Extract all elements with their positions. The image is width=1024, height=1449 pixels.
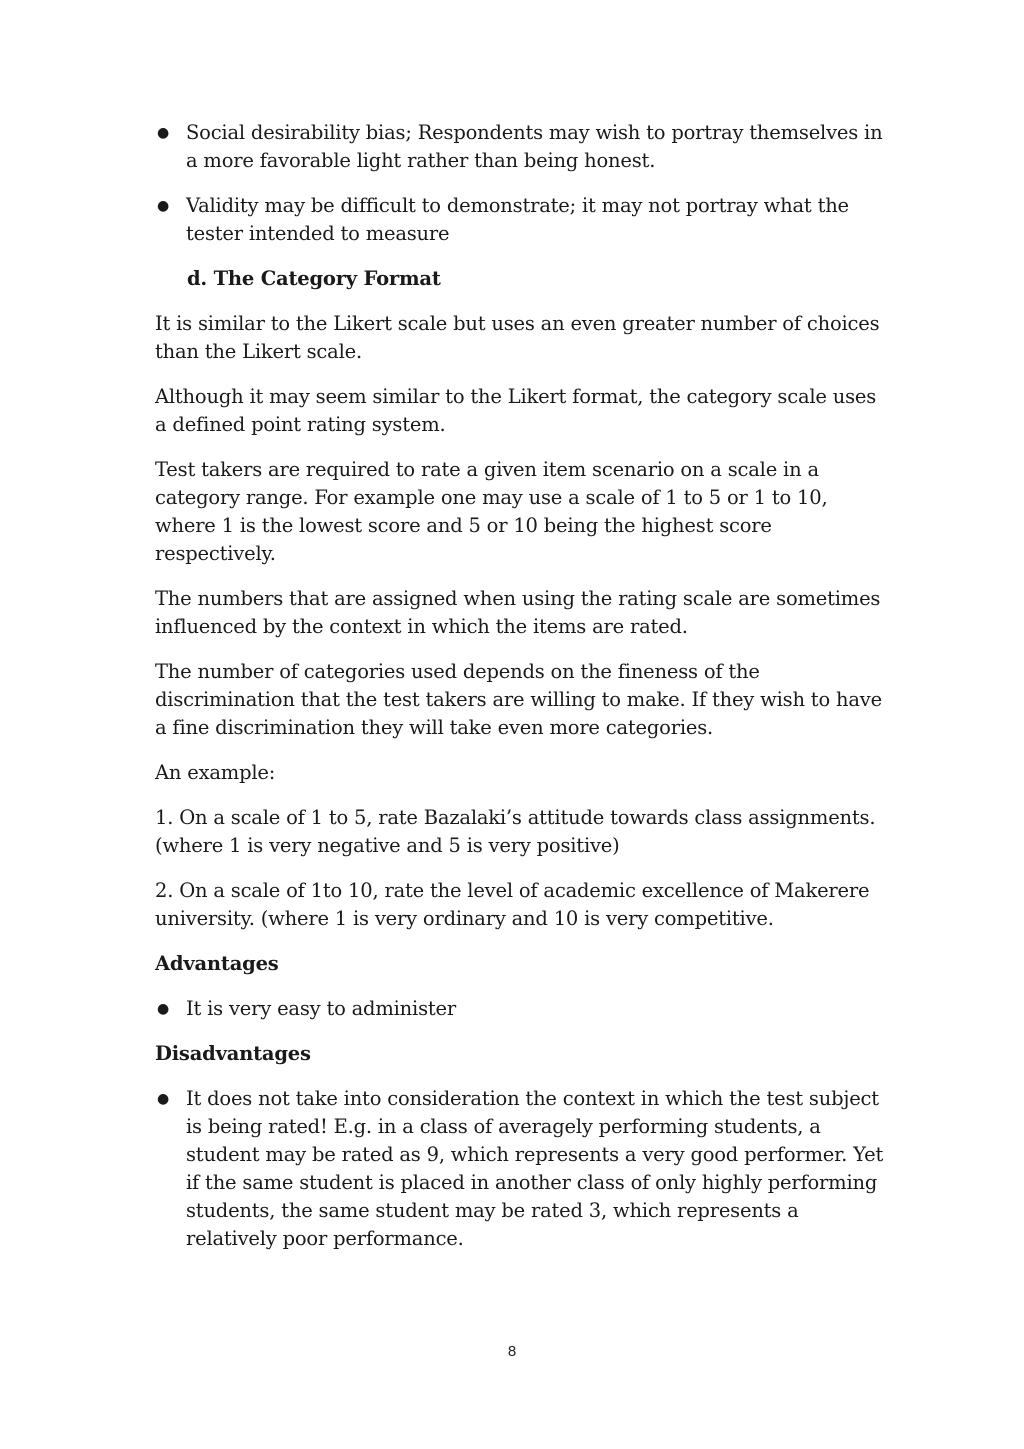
section-heading: d. The Category Format <box>187 267 441 290</box>
list-item <box>155 119 890 175</box>
paragraph: Although it may seem similar to the Likert format, the category scale uses a defined point rating system. <box>155 385 877 436</box>
list-item <box>155 1085 890 1253</box>
bullet-list-top <box>155 119 890 248</box>
bullet-icon: ● <box>157 1001 170 1017</box>
disadvantages-list <box>155 1085 890 1253</box>
paragraph: Test takers are required to rate a given item scenario on a scale in a category range. For example one may use a scale of 1 to 5 or 1 to 10, where 1 is the lowest score and 5 or 10 being the highest score respectively. <box>155 458 828 565</box>
paragraph: An example: <box>155 761 276 784</box>
bullet-icon: ● <box>157 198 170 214</box>
advantages-list <box>155 995 890 1023</box>
bullet-icon: ● <box>157 125 170 141</box>
list-item-text: Validity may be difficult to demonstrate; it may not portray what the tester intended to measure <box>186 194 849 245</box>
disadvantages-heading: Disadvantages <box>155 1042 311 1065</box>
page-content <box>155 119 890 1270</box>
paragraph: 2. On a scale of 1to 10, rate the level of academic excellence of Makerere university. (where 1 is very ordinary and 10 is very competitive. <box>155 879 870 930</box>
bullet-icon: ● <box>157 1091 170 1107</box>
paragraph: The numbers that are assigned when using the rating scale are sometimes influenced by the context in which the items are rated. <box>155 587 881 638</box>
list-item-text: It does not take into consideration the context in which the test subject is being rated! E.g. in a class of averagely performing students, a student may be rated as 9, which represents a very good performer. Yet if the same student is placed in another class of only highly performing students, the same student may be rated 3, which represents a relatively poor performance. <box>186 1087 884 1250</box>
list-item <box>155 192 890 248</box>
list-item-text: It is very easy to administer <box>186 997 456 1020</box>
paragraph: 1. On a scale of 1 to 5, rate Bazalaki’s attitude towards class assignments. (where 1 is very negative and 5 is very positive) <box>155 806 876 857</box>
list-item-text: Social desirability bias; Respondents may wish to portray themselves in a more favorable light rather than being honest. <box>186 121 883 172</box>
paragraph: It is similar to the Likert scale but uses an even greater number of choices than the Likert scale. <box>155 312 880 363</box>
page-number: 8 <box>507 1343 517 1360</box>
paragraph: The number of categories used depends on the fineness of the discrimination that the test takers are willing to make. If they wish to have a fine discrimination they will take even more categories. <box>155 660 882 739</box>
list-item <box>155 995 890 1023</box>
advantages-heading: Advantages <box>155 952 279 975</box>
